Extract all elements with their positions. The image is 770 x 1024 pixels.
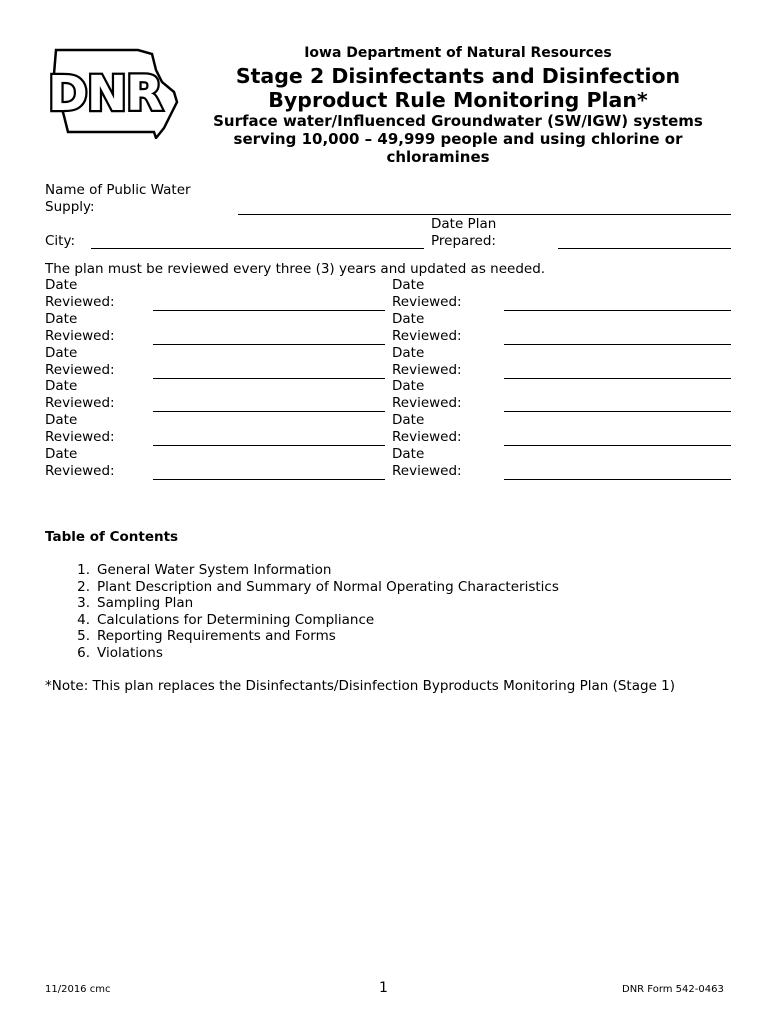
dnr-logo (44, 44, 184, 139)
pws-name-field[interactable] (238, 214, 731, 215)
title-line-1: Stage 2 Disinfectants and Disinfection (235, 64, 681, 88)
toc-item (45, 645, 559, 662)
subtitle-line-1: Surface water/Influenced Groundwater (SW/IGW) systems (213, 112, 703, 130)
date-reviewed-label: Date Reviewed: (45, 412, 115, 445)
date-reviewed-field[interactable] (153, 378, 385, 379)
toc-item (45, 628, 559, 645)
toc-item-number: 5. (77, 628, 90, 645)
date-reviewed-field[interactable] (504, 310, 731, 311)
date-reviewed-field[interactable] (153, 445, 385, 446)
date-reviewed-label: Date Reviewed: (45, 345, 115, 378)
toc-item-text: Reporting Requirements and Forms (97, 628, 336, 645)
date-reviewed-field[interactable] (153, 344, 385, 345)
toc-item-number: 4. (77, 611, 90, 628)
toc-item-number: 1. (77, 562, 90, 578)
date-reviewed-label: Date Reviewed: (392, 311, 462, 344)
agency-name: Iowa Department of Natural Resources (304, 45, 612, 61)
toc-item-text: Sampling Plan (97, 595, 194, 612)
city-label: City: (45, 233, 76, 249)
toc-item-text: Plant Description and Summary of Normal Operating Characteristics (97, 578, 559, 595)
date-reviewed-field[interactable] (153, 310, 385, 311)
pws-name-label: Name of Public Water Supply: (45, 182, 191, 215)
date-reviewed-label: Date Reviewed: (392, 378, 462, 411)
footer-form-number: DNR Form 542-0463 (622, 984, 724, 995)
toc-item (45, 595, 559, 612)
date-plan-label: Date Plan Prepared: (431, 216, 497, 249)
city-field[interactable] (91, 248, 424, 249)
toc-item (45, 579, 559, 596)
title-line-2: Byproduct Rule Monitoring Plan* (268, 88, 648, 112)
replacement-note: *Note: This plan replaces the Disinfectants/Disinfection Byproducts Monitoring Plan (Stage 1) (45, 678, 676, 694)
date-reviewed-field[interactable] (504, 344, 731, 345)
date-reviewed-label: Date Reviewed: (392, 277, 462, 310)
subtitle-line-2: serving 10,000 – 49,999 people and using chlorine or (233, 130, 683, 148)
date-reviewed-label: Date Reviewed: (392, 446, 462, 479)
date-reviewed-field[interactable] (504, 411, 731, 412)
toc-item-number: 2. (77, 578, 90, 595)
toc-heading: Table of Contents (45, 529, 179, 545)
footer-revision: 11/2016 cmc (45, 984, 111, 995)
toc-item-text: Calculations for Determining Compliance (97, 611, 375, 628)
date-reviewed-label: Date Reviewed: (45, 378, 115, 411)
subtitle-line-3: chloramines (386, 148, 490, 166)
date-reviewed-label: Date Reviewed: (45, 277, 115, 310)
toc-item (45, 612, 559, 629)
date-reviewed-label: Date Reviewed: (392, 412, 462, 445)
date-reviewed-label: Date Reviewed: (45, 446, 115, 479)
date-reviewed-label: Date Reviewed: (392, 345, 462, 378)
date-reviewed-field[interactable] (153, 479, 385, 480)
toc-list (45, 562, 559, 662)
review-note: The plan must be reviewed every three (3) years and updated as needed. (45, 261, 546, 277)
toc-item-text: Violations (97, 644, 163, 661)
date-reviewed-field[interactable] (504, 378, 731, 379)
page-number: 1 (379, 980, 388, 996)
date-reviewed-field[interactable] (504, 445, 731, 446)
logo-text: DNR (48, 66, 162, 122)
date-reviewed-field[interactable] (504, 479, 731, 480)
date-reviewed-label: Date Reviewed: (45, 311, 115, 344)
date-plan-field[interactable] (558, 248, 731, 249)
toc-item-number: 3. (77, 595, 90, 612)
toc-item-number: 6. (77, 644, 90, 661)
date-reviewed-field[interactable] (153, 411, 385, 412)
toc-item-text: General Water System Information (97, 562, 332, 578)
toc-item (45, 562, 559, 579)
